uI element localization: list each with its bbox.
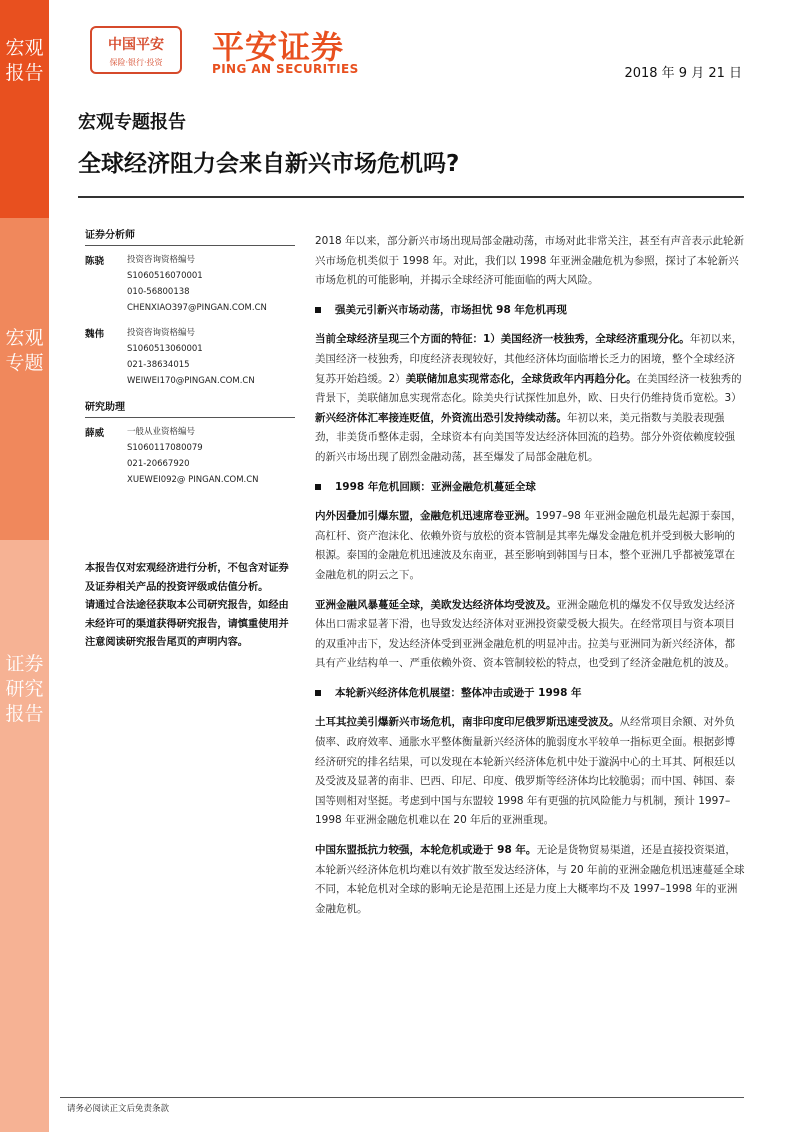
lead-sentence: 当前全球经济呈现三个方面的特征：1）美国经济一枝独秀，全球经济重现分化。 (315, 333, 690, 346)
paragraph-text: 年初以来，美国经济一枝独秀，印度经济表现较好，其他经济体均面临增长乏力的困境，整个全球经济复苏开始趋缓。2） (315, 333, 743, 385)
analyst-email: CHENXIAO397@PINGAN.COM.CN (127, 303, 267, 313)
assistant-phone: 021-20667920 (127, 459, 190, 469)
paragraph-text: 在美国经济一枝独秀的背景下，美联储加息实现常态化。除美央行试探性加息外，欧、日央行仍维持货币宽松。3） (315, 372, 742, 405)
lead-sentence: 内外因叠加引爆东盟，金融危机迅速席卷亚洲。 (315, 510, 536, 523)
paragraph-text: 年初以来，美元指数与美股表现强劲，非美货币整体走弱，全球资本有向美国等发达经济体回流的趋势。部分外资依赖度较强的新兴市场出现了剧烈金融动荡，甚至爆发了局部金融危机。 (315, 411, 735, 463)
lead-sentence: 中国东盟抵抗力较强，本轮危机或逊于 98 年。 (315, 844, 537, 857)
disclaimer (85, 560, 295, 653)
sidebar-label: 宏观报告 (5, 37, 44, 84)
sidebar-segment-securities-research (0, 540, 49, 1132)
section-heading (315, 478, 745, 498)
analyst-card (85, 325, 295, 389)
body-paragraph (315, 330, 745, 467)
disclaimer-line: 请通过合法途径获取本公司研究报告，如经由未经许可的渠道获得研究报告，请慎重使用并注意阅读研究报告尾页的声明内容。 (85, 600, 289, 648)
analyst-qual-number: S1060513060001 (127, 344, 203, 354)
square-bullet-icon (315, 484, 321, 490)
section-heading-text: 1998 年危机回顾：亚洲金融危机蔓延全球 (335, 480, 536, 493)
sidebar-segment-macro-report (0, 0, 49, 218)
analyst-qual-label: 投资咨询资格编号 (127, 255, 196, 265)
sidebar-segment-macro-topic (0, 218, 49, 540)
analyst-qual-label: 投资咨询资格编号 (127, 328, 196, 338)
analyst-info (127, 325, 255, 389)
report-body (315, 232, 745, 929)
assistant-name: 薛威 (85, 428, 105, 439)
footer-note: 请务必阅读正文后免责条款 (67, 1104, 170, 1114)
analysts-section-title: 证券分析师 (85, 226, 295, 246)
paragraph-text: 从经常项目余额、对外负债率、政府效率、通胀水平整体衡量新兴经济体的脆弱度水平较单一指标更全面。根据彭博经济研究的排名结果，可以发现在本轮新兴经济体危机中处于漩涡中心的土耳其、阿根廷以及受波及显著的南非、巴西、印尼、印度、俄罗斯等经济体均比较脆弱；而中国、韩国、泰国等则相对坚挺。考虑到中国与东盟较 1998 年有更强的抗风险能力与机制，预计 1997–1998 年亚洲金融危机难以在 20 年后的亚洲重现。 (315, 716, 735, 827)
sidebar-label: 证券研究报告 (5, 653, 44, 725)
sidebar (0, 0, 49, 1132)
report-type: 宏观专题报告 (78, 112, 186, 133)
report-date: 2018 年 9 月 21 日 (624, 66, 742, 81)
square-bullet-icon (315, 307, 321, 313)
analyst-card (85, 252, 295, 316)
paragraph-text: 无论是货物贸易渠道，还是直接投资渠道，本轮新兴经济体危机均难以有效扩散至发达经济体，与 20 年前的亚洲金融危机迅速蔓延全球不同，本轮危机对全球的影响无论是范围上还是力度上大概率均不及 1997–1998 年的亚洲金融危机。 (315, 844, 745, 915)
square-bullet-icon (315, 690, 321, 696)
intro-paragraph: 2018 年以来，部分新兴市场出现局部金融动荡，市场对此非常关注，甚至有声音表示此轮新兴市场危机类似于 1998 年。对此，我们以 1998 年亚洲金融危机为参照，探讨了本轮新兴市场危机的可能影响，并揭示全球经济可能面临的两大风险。 (315, 235, 745, 287)
section-heading (315, 684, 745, 704)
assistant-qual-label: 一般从业资格编号 (127, 427, 196, 437)
brand-name-en: PING AN SECURITIES (212, 62, 359, 76)
assistant-email: XUEWEI092@ PINGAN.COM.CN (127, 475, 259, 485)
body-paragraph (315, 507, 745, 585)
analyst-name: 陈骁 (85, 256, 105, 267)
analyst-info (127, 252, 267, 316)
analyst-phone: 010-56800138 (127, 287, 190, 297)
ping-an-group-logo (90, 26, 182, 74)
lead-sentence: 亚洲金融风暴蔓延全球，美欧发达经济体均受波及。 (315, 598, 557, 611)
lead-sentence: 新兴经济体汇率接连贬值，外资流出恐引发持续动荡。 (315, 411, 567, 424)
analyst-email: WEIWEI170@PINGAN.COM.CN (127, 376, 255, 386)
assistant-card (85, 424, 295, 488)
assistant-qual-number: S1060117080079 (127, 443, 203, 453)
body-paragraph (315, 596, 745, 674)
assistant-info (127, 424, 259, 488)
body-paragraph (315, 841, 745, 919)
title-divider (78, 196, 744, 198)
logo-title: 中国平安 (108, 37, 164, 53)
page-title: 全球经济阻力会来自新兴市场危机吗? (78, 151, 460, 177)
analyst-name: 魏伟 (85, 329, 105, 340)
analyst-qual-number: S1060516070001 (127, 271, 203, 281)
section-heading (315, 301, 745, 321)
lead-sentence: 土耳其拉美引爆新兴市场危机，南非印度印尼俄罗斯迅速受波及。 (315, 716, 620, 729)
lead-sentence: 美联储加息实现常态化，全球货政年内再趋分化。 (405, 372, 637, 385)
section-heading-text: 本轮新兴经济体危机展望：整体冲击或逊于 1998 年 (335, 686, 582, 699)
assistants-section-title: 研究助理 (85, 398, 295, 418)
logo-subtitle: 保险·银行·投资 (109, 58, 163, 67)
body-paragraph (315, 713, 745, 831)
sidebar-label: 宏观专题 (5, 327, 44, 374)
paragraph-text: 亚洲金融危机的爆发不仅导致发达经济体出口需求显著下滑，也导致发达经济体对亚洲投资蒙受极大损失。在经常项目与资本项目的双重冲击下，发达经济体受到亚洲金融危机的明显冲击。拉美与亚洲同为新兴经济体，都具有产业结构单一、严重依赖外资、资本管制较松的特点，也受到了经济金融危机的波及。 (315, 598, 735, 670)
section-heading-text: 强美元引新兴市场动荡，市场担忧 98 年危机再现 (335, 303, 567, 316)
disclaimer-line: 本报告仅对宏观经济进行分析，不包含对证券及证券相关产品的投资评级或估值分析。 (85, 563, 289, 593)
paragraph-text: 1997–98 年亚洲金融危机最先起源于泰国，高杠杆、资产泡沫化、依赖外资与放松的资本管制是其率先爆发金融危机并受到极大影响的根源。泰国的金融危机迅速波及东南亚，甚至影响到韩国与日本，整个亚洲几乎都被笼罩在金融危机的阴云之下。 (315, 510, 742, 581)
brand-name-cn: 平安证券 (212, 28, 345, 66)
footer-divider (60, 1097, 744, 1098)
analyst-phone: 021-38634015 (127, 360, 190, 370)
left-column (85, 226, 295, 497)
